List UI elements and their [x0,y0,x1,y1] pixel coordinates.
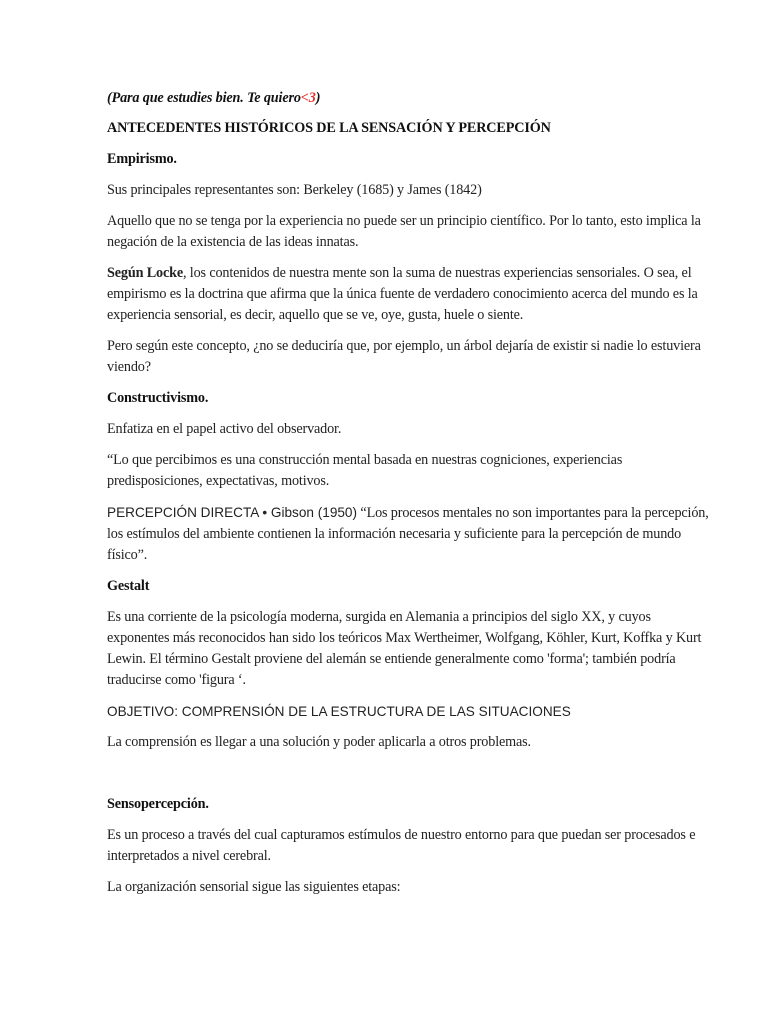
percepcion-directa-paragraph [107,502,712,566]
locke-bold-label: Según Locke [107,265,184,281]
empirismo-paragraph-3 [107,263,712,326]
dedication-text: (Para que estudies bien. Te quiero [107,90,301,106]
gibson-quote: “Los procesos mentales no son importantes para la percepción, los estímulos del ambiente contienen la información necesaria y suficiente para la percepción de mundo físico”. [107,505,709,563]
dedication-close: ) [315,90,321,106]
section-heading-empirismo: Empirismo. [107,151,177,167]
section-heading-gestalt: Gestalt [107,578,150,594]
empirismo-paragraph-1: Sus principales representantes son: Berkeley (1685) y James (1842) [107,182,482,198]
section-heading-sensopercepcion: Sensopercepción. [107,796,209,812]
constructivismo-paragraph-1: Enfatiza en el papel activo del observador. [107,421,342,437]
sensopercepcion-paragraph-2: La organización sensorial sigue las siguientes etapas: [107,879,401,895]
gestalt-objective: OBJETIVO: COMPRENSIÓN DE LA ESTRUCTURA DE LAS SITUACIONES [107,704,571,719]
empirismo-paragraph-2: Aquello que no se tenga por la experiencia no puede ser un principio científico. Por lo tanto, esto implica la negación de la existencia de las ideas innatas. [107,213,701,250]
dedication-note [107,88,712,109]
main-title: ANTECEDENTES HISTÓRICOS DE LA SENSACIÓN Y PERCEPCIÓN [107,120,551,136]
heart-emoticon: <3 [300,90,316,106]
gestalt-paragraph-1: Es una corriente de la psicología moderna, surgida en Alemania a principios del siglo XX, y cuyos exponentes más reconocidos han sido los teóricos Max Wertheimer, Wolfgang, Köhler, Kurt, Koffka y Kurt Lewin. El término Gestalt proviene del alemán se entiende generalmente como 'forma'; también podría traducirse como 'figura ‘. [107,609,702,688]
sensopercepcion-paragraph-1: Es un proceso a través del cual capturamos estímulos de nuestro entorno para que puedan ser procesados e interpretados a nivel cerebral. [107,827,696,864]
empirismo-paragraph-4: Pero según este concepto, ¿no se deduciría que, por ejemplo, un árbol dejaría de existir si nadie lo estuviera viendo? [107,338,701,375]
constructivismo-quote: “Lo que percibimos es una construcción mental basada en nuestras cogniciones, experiencias predisposiciones, expectativas, motivos. [107,452,623,489]
gestalt-paragraph-2: La comprensión es llegar a una solución y poder aplicarla a otros problemas. [107,734,531,750]
blank-line [107,763,712,794]
locke-text: , los contenidos de nuestra mente son la suma de nuestras experiencias sensoriales. O sea, el empirismo es la doctrina que afirma que la única fuente de verdadero conocimiento acerca del mundo es la experiencia sensorial, es decir, aquello que se ve, oye, gusta, huele o siente. [107,265,698,323]
percepcion-directa-label: PERCEPCIÓN DIRECTA • Gibson (1950) [107,505,358,520]
section-heading-constructivismo: Constructivismo. [107,390,209,406]
